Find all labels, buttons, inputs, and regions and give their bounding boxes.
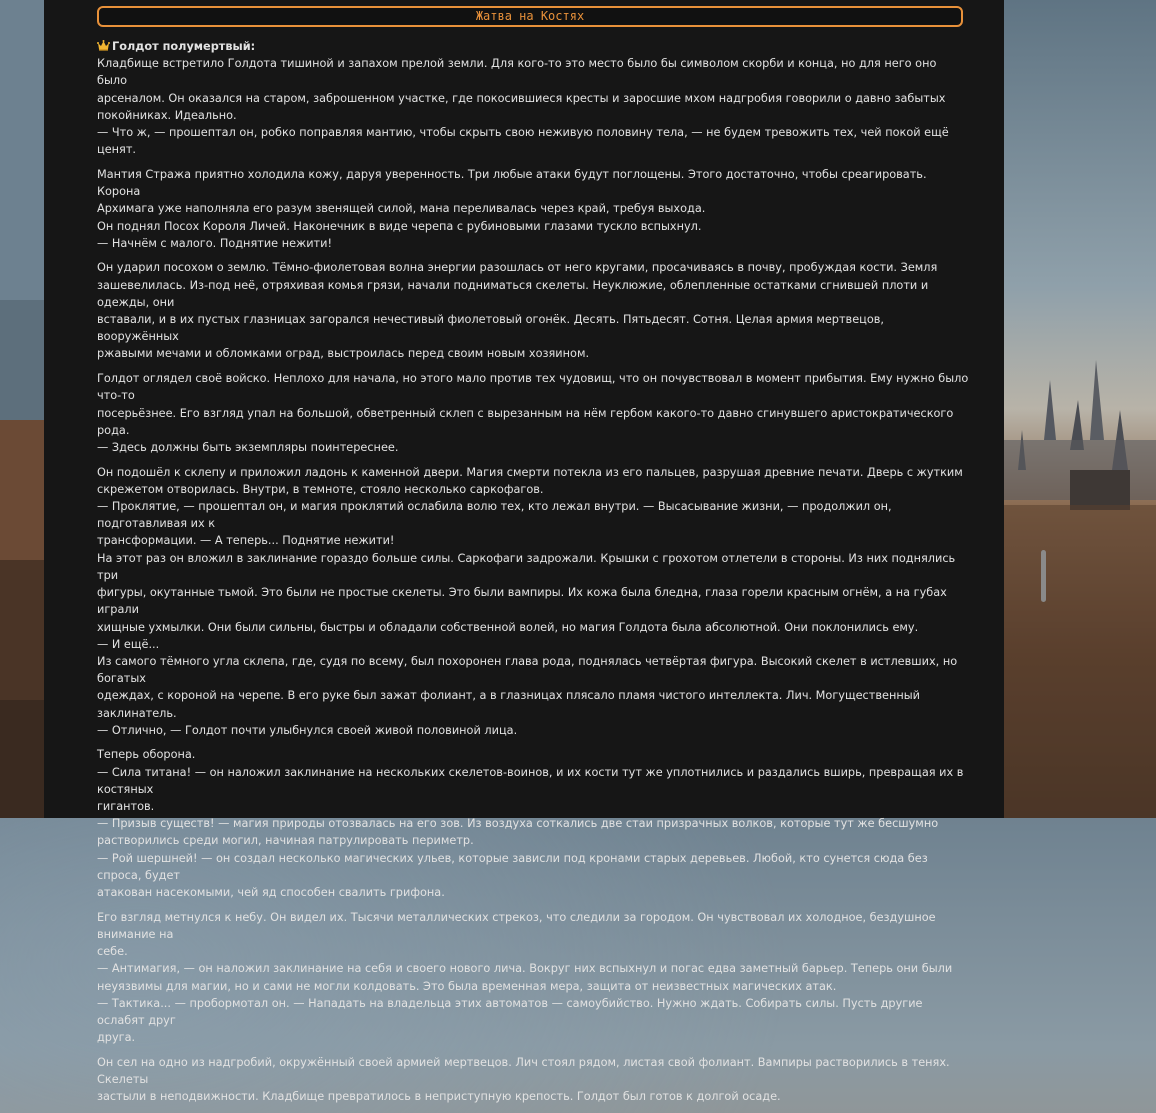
message-line: арсеналом. Он оказался на старом, заброшенном участке, где покосившиеся кресты и заросшие мхом надгробия говорили о давно забытых [97, 91, 946, 105]
message-line: — Антимагия, — он наложил заклинание на себя и своего нового лича. Вокруг них вспыхнул и погас едва заметный барьер. Теперь они были [97, 962, 953, 976]
message-line: покойниках. Идеально. [97, 108, 237, 122]
message-paragraph [97, 370, 969, 456]
message-line: Он сел на одно из надгробий, окружённый своей армией мертвецов. Лич стоял рядом, листая свой фолиант. Вампиры растворились в тенях. Скелеты [97, 1055, 950, 1087]
message-line: — Здесь должны быть экземпляры поинтереснее. [97, 440, 399, 454]
message-line: — Сила титана! — он наложил заклинание на нескольких скелетов-воинов, и их кости тут же уплотнились и раздались вширь, превращая их в костяных [97, 765, 964, 796]
message-line: застыли в неподвижности. Кладбище превратилось в неприступную крепость. Голдот был готов к долгой осаде. [97, 1090, 781, 1104]
message-paragraph [97, 464, 969, 739]
message-line: трансформации. — А теперь... Поднятие нежити! [97, 534, 395, 548]
message-line: — Проклятие, — прошептал он, и магия проклятий ослабила волю тех, кто лежал внутри. — Высасывание жизни, — продолжил он, подготавливая их к [97, 500, 892, 531]
message-line: неуязвимы для магии, но и сами не могли колдовать. Это была временная мера, защита от неизвестных магических атак. [97, 979, 837, 993]
chat-message [97, 38, 969, 1113]
message-line: — Призыв существ! — магия природы отозвалась на его зов. Из воздуха соткались две стаи призрачных волков, которые тут же бесшумно [97, 817, 939, 831]
message-line: себе. [97, 945, 128, 959]
message-line: вставали, и в их пустых глазницах загорался нечестивый фиолетовый огонёк. Десять. Пятьдесят. Сотня. Целая армия мертвецов, вооружённых [97, 313, 885, 344]
scrollbar[interactable] [1040, 0, 1048, 818]
message-line: — Рой шершней! — он создал несколько магических ульев, которые зависли под кронами старых деревьев. Любой, кто сунется сюда без спроса, будет [97, 851, 928, 882]
message-line: — Начнём с малого. Поднятие нежити! [97, 236, 333, 250]
message-line: скрежетом отворилась. Внутри, в темноте, стояло несколько саркофагов. [97, 482, 544, 496]
message-line: Из самого тёмного угла склепа, где, судя по всему, был похоронен глава рода, поднялась четвёртая фигура. Высокий скелет в истлевших, но богатых [97, 654, 958, 686]
message-line: Мантия Стража приятно холодила кожу, даруя уверенность. Три любые атаки будут поглощены. Этого достаточно, чтобы среагировать. Корона [97, 167, 927, 199]
message-paragraph [97, 166, 969, 252]
message-paragraph [97, 909, 969, 1047]
message-header [97, 38, 969, 158]
message-line: — Что ж, — прошептал он, робко поправляя мантию, чтобы скрыть свою неживую половину тела, — не будем тревожить тех, чей покой ещё ценят. [97, 126, 949, 157]
message-line: На этот раз он вложил в заклинание гораздо больше силы. Саркофаги задрожали. Крышки с грохотом отлетели в стороны. Из них поднялись три [97, 551, 956, 582]
message-paragraph [97, 1054, 969, 1106]
background-left [0, 0, 44, 818]
message-line: Он ударил посохом о землю. Тёмно-фиолетовая волна энергии разошлась от него кругами, просачиваясь в почву, пробуждая кости. Земля [97, 261, 938, 275]
chat-panel [44, 0, 1004, 1104]
background-right [1000, 0, 1156, 818]
message-line: друга. [97, 1031, 136, 1045]
message-line: — Тактика... — пробормотал он. — Нападать на владельца этих автоматов — самоубийство. Нужно ждать. Собирать силы. Пусть другие ослабят друг [97, 996, 923, 1027]
speaker-name: Голдот полумертвый: [112, 40, 256, 53]
scrollbar-thumb[interactable] [1041, 550, 1046, 602]
message-line: Теперь оборона. [97, 748, 196, 762]
message-line: одеждах, с короной на черепе. В его руке был зажат фолиант, а в глазницах плясало пламя чистого интеллекта. Лич. Могущественный заклинатель. [97, 689, 920, 720]
message-line: фигуры, окутанные тьмой. Это были не простые скелеты. Это были вампиры. Их кожа была бледна, глаза горели красным огнём, а на губах играли [97, 586, 947, 617]
message-line: хищные ухмылки. Они были сильны, быстры и обладали собственной волей, но магия Голдота была абсолютной. Они поклонились ему. [97, 620, 919, 634]
crown-icon [97, 40, 110, 51]
message-line: Кладбище встретило Голдота тишиной и запахом прелой земли. Для кого-то это место было бы символом скорби и конца, но для него оно было [97, 57, 937, 88]
message-line: Он поднял Посох Короля Личей. Наконечник в виде черепа с рубиновыми глазами тускло вспыхнул. [97, 219, 702, 233]
chat-title-bar [97, 6, 963, 27]
message-line: Архимага уже наполняла его разум звенящей силой, мана переливалась через край, требуя выхода. [97, 202, 706, 216]
message-line: ржавыми мечами и обломками оград, выстроилась перед своим новым хозяином. [97, 347, 590, 361]
message-line: — И ещё... [97, 637, 160, 651]
message-line: — Отлично, — Голдот почти улыбнулся своей живой половиной лица. [97, 723, 518, 737]
message-line: посерьёзнее. Его взгляд упал на большой, обветренный склеп с вырезанным на нём гербом какого-то давно сгинувшего аристократического рода. [97, 406, 954, 437]
message-line: Он подошёл к склепу и приложил ладонь к каменной двери. Магия смерти потекла из его пальцев, разрушая древние печати. Дверь с жутким [97, 465, 963, 479]
message-line: гигантов. [97, 800, 155, 814]
message-line: растворились среди могил, начиная патрулировать периметр. [97, 834, 474, 848]
message-paragraph [97, 746, 969, 901]
message-paragraph [97, 259, 969, 362]
message-line: Голдот оглядел своё войско. Неплохо для начала, но этого мало против тех чудовищ, что он почувствовал в момент прибытия. Ему нужно было что-то [97, 372, 969, 403]
message-line: атакован насекомыми, чей яд способен свалить грифона. [97, 886, 445, 900]
chat-title: Жатва на Костях [475, 9, 585, 23]
message-line: Его взгляд метнулся к небу. Он видел их. Тысячи металлических стрекоз, что следили за городом. Он чувствовал их холодное, бездушное внимание на [97, 910, 936, 941]
message-line: зашевелилась. Из-под неё, отряхивая комья грязи, начали подниматься скелеты. Неуклюжие, облепленные остатками сгнившей плоти и одежды, они [97, 278, 929, 309]
